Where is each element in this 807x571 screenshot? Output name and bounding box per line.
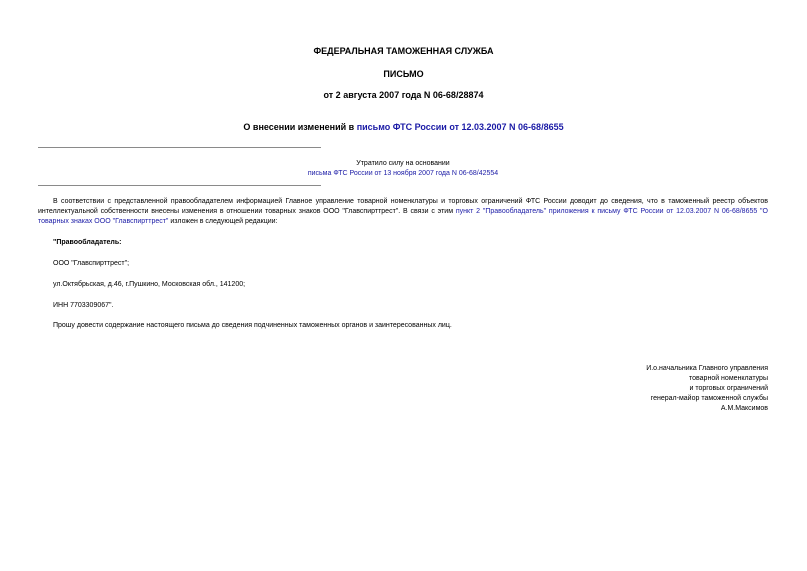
quote-inn: ИНН 7703309067". bbox=[53, 302, 114, 309]
document-type: ПИСЬМО bbox=[383, 69, 424, 79]
signature-position: И.о.начальника Главного управления bbox=[646, 365, 768, 372]
agency-title: ФЕДЕРАЛЬНАЯ ТАМОЖЕННАЯ СЛУЖБА bbox=[313, 46, 494, 56]
subject-link[interactable]: письмо ФТС России от 12.03.2007 N 06-68/8655 bbox=[356, 122, 564, 132]
main-paragraph-text-a: В соответствии с представленной правообладателем информацией Главное управление товарной номенклатуры и торговых ограничений ФТС России доводит до сведения, что в таможенный реестр объектов интеллектуальной собственности внесены изменения в отношении товарных знаков ООО "Главспирттрест". В связи с этим bbox=[38, 198, 768, 215]
document-subject bbox=[0, 122, 807, 132]
quote-address: ул.Октябрьская, д.46, г.Пушкино, Московская обл., 141200; bbox=[53, 281, 246, 288]
repeal-note-text: Утратило силу на основании bbox=[356, 160, 450, 167]
signature-name: А.М.Максимов bbox=[720, 405, 768, 412]
repeal-note-link[interactable]: письма ФТС России от 13 ноября 2007 года N 06-68/42554 bbox=[307, 170, 499, 177]
main-paragraph-text-b: изложен в следующей редакции: bbox=[168, 218, 278, 225]
divider-top bbox=[38, 147, 321, 148]
quote-title: "Правообладатель: bbox=[53, 239, 122, 246]
request-paragraph: Прошу довести содержание настоящего письма до сведения подчиненных таможенных органов и заинтересованных лиц. bbox=[53, 322, 452, 329]
document-date: от 2 августа 2007 года N 06-68/28874 bbox=[323, 90, 484, 100]
signature-rank: генерал-майор таможенной службы bbox=[650, 395, 768, 402]
repeal-note-line2 bbox=[38, 169, 768, 179]
signature-department: товарной номенклатуры bbox=[689, 375, 768, 382]
divider-bottom bbox=[38, 185, 321, 186]
subject-prefix: О внесении изменений в bbox=[243, 122, 357, 132]
signature-department-2: и торговых ограничений bbox=[689, 385, 768, 392]
quote-organization: ООО "Главспирттрест"; bbox=[53, 260, 130, 267]
main-paragraph-link[interactable]: пункт 2 "Правообладатель" приложения к письму ФТС России от 12.03.2007 N 06-68/8655 "О товарных знаках ООО "Главспирттрест" bbox=[38, 208, 768, 225]
main-paragraph bbox=[38, 197, 768, 227]
